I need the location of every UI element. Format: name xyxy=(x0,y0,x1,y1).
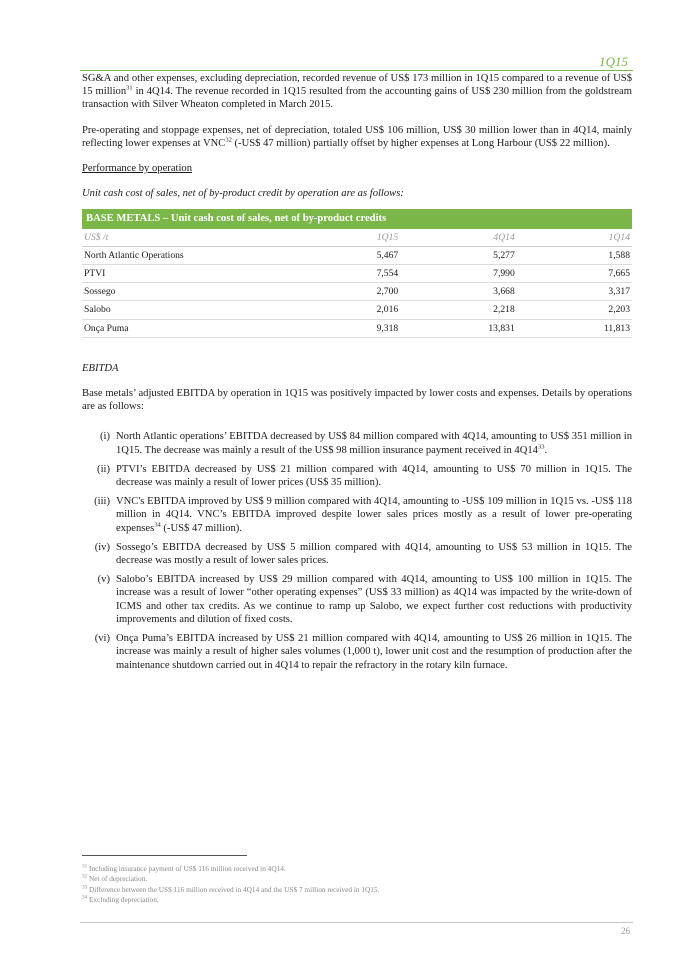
list-marker: (iii) xyxy=(94,496,110,508)
header-divider xyxy=(80,70,633,71)
list-item: (v) Salobo’s EBITDA increased by US$ 29 million compared with 4Q14, amounting to US$ 100 million in 1Q15. The increase was a result of lower “other operating expenses” (US$ 33 million) as 4Q14 was impacted by the write-down of ICMS and other tax credits. As we continue to ramp up Salobo, we expect further cost reductions with productivity improvements and dilution of fixed costs. xyxy=(82,573,632,626)
unit-cost-intro: Unit cash cost of sales, net of by-product credit by operation are as follows: xyxy=(82,188,404,200)
list-marker: (i) xyxy=(100,431,110,443)
cell-1q14: 1,588 xyxy=(517,246,632,264)
cell-4q14: 3,668 xyxy=(400,283,517,301)
cell-1q14: 11,813 xyxy=(517,319,632,337)
cell-4q14: 2,218 xyxy=(400,301,517,319)
list-item: (vi) Onça Puma’s EBITDA increased by US$ 21 million compared with 4Q14, amounting to US$ 26 million in 1Q15. The increase was mainly a result of higher sales volumes (1,000 t), lower unit cost and the resumption of production after the maintenance shutdown carried out in 4Q14 to repair the refractory in the rotary kiln furnace. xyxy=(82,632,632,672)
section-header: 1Q15 xyxy=(599,54,628,69)
footnote: $^{33}$ Difference between the US$ 116 million received in 4Q14 and the US$ 7 million received in 1Q15. xyxy=(82,884,380,894)
footer-divider xyxy=(80,922,633,923)
footnotes xyxy=(82,864,632,905)
cell-4q14: 13,831 xyxy=(400,319,517,337)
operation-name: Salobo xyxy=(82,301,302,319)
page-number: 26 xyxy=(621,926,630,936)
list-item: (i) North Atlantic operations’ EBITDA decreased by US$ 84 million compared with 4Q14, amounting to US$ 351 million in 1Q15. The decrease was mainly a result of the US$ 98 million insurance payment received in $4Q14^{33}$. xyxy=(82,430,632,456)
column-header: 4Q14 xyxy=(400,229,517,247)
operation-name: Sossego xyxy=(82,283,302,301)
cell-1q15: 9,318 xyxy=(302,319,400,337)
preoperating-paragraph: Pre-operating and stoppage expenses, net of depreciation, totaled US$ 106 million, US$ 30 million lower than in 4Q14, mainly reflecting lower expenses at VNC$^{32}$ (-US$ 47 million) partially offset by higher expenses at Long Harbour (US$ 22 million). xyxy=(82,124,632,149)
unit-cost-table xyxy=(82,209,632,337)
operation-name: Onça Puma xyxy=(82,319,302,337)
footnote-ref: 32 xyxy=(225,136,232,144)
operation-name: North Atlantic Operations xyxy=(82,246,302,264)
cell-1q15: 2,016 xyxy=(302,301,400,319)
list-marker: (v) xyxy=(97,574,110,586)
list-item: (ii) PTVI’s EBITDA decreased by US$ 21 million compared with 4Q14, amounting to US$ 70 million in 1Q15. The decrease was mainly a result of lower prices (US$ 35 million). xyxy=(82,463,632,489)
list-marker: (vi) xyxy=(94,633,110,645)
sga-paragraph: SG&A and other expenses, excluding depreciation, recorded revenue of US$ 173 million in 1Q15 compared to a revenue of US$ 15 million$^{31}$ in 4Q14. The revenue recorded in 1Q15 resulted from the accounting gains of US$ 230 million from the goldstream transaction with Silver Wheaton completed in March 2015. xyxy=(82,73,632,111)
cell-1q15: 7,554 xyxy=(302,265,400,283)
performance-heading: Performance by operation xyxy=(82,163,193,175)
footnote: $^{32}$ Net of depreciation. xyxy=(82,873,148,884)
footnote-ref: 31 xyxy=(126,84,133,92)
footnote-ref: 34 xyxy=(154,521,161,529)
footnote-ref: 33 xyxy=(537,443,545,451)
table-row xyxy=(82,265,632,283)
page-body xyxy=(82,72,632,678)
footnote-divider xyxy=(82,855,247,856)
list-marker: (iv) xyxy=(94,541,110,553)
cell-1q15: 2,700 xyxy=(302,283,400,301)
column-header: US$ /t xyxy=(82,229,302,247)
cell-1q14: 7,665 xyxy=(517,265,632,283)
column-header: 1Q14 xyxy=(517,229,632,247)
ebitda-heading: EBITDA xyxy=(82,362,119,374)
table-row xyxy=(82,319,632,337)
list-item: (iii) VNC's EBITDA improved by US$ 9 million compared with 4Q14, amounting to -US$ 109 million in 1Q15 vs. -US$ 118 million in 4Q14. VNC’s EBITDA improved despite lower sales prices mostly as a result of lower pre-operating expenses$^{34}$ (-US$ 47 million). xyxy=(82,495,632,535)
footnote: $^{31}$ Including insurance payment of US$ 116 million received in 4Q14. xyxy=(82,863,286,873)
table-header-row xyxy=(82,229,632,247)
table-row xyxy=(82,301,632,319)
cell-4q14: 7,990 xyxy=(400,265,517,283)
cell-1q14: 2,203 xyxy=(517,301,632,319)
ebitda-intro: Base metals’ adjusted EBITDA by operation in 1Q15 was positively impacted by lower costs and expenses. Details by operations are as follows: xyxy=(82,388,632,413)
list-marker: (ii) xyxy=(97,463,110,475)
operation-name: PTVI xyxy=(82,265,302,283)
ebitda-list xyxy=(82,430,632,671)
table-title: BASE METALS – Unit cash cost of sales, net of by-product credits xyxy=(82,209,632,228)
cell-1q15: 5,467 xyxy=(302,246,400,264)
list-item: (iv) Sossego’s EBITDA decreased by US$ 5 million compared with 4Q14, amounting to US$ 53 million in 1Q15. The decrease was mostly a result of lower sales prices. xyxy=(82,541,632,567)
cell-4q14: 5,277 xyxy=(400,246,517,264)
table-row xyxy=(82,246,632,264)
cell-1q14: 3,317 xyxy=(517,283,632,301)
footnote: $^{34}$ Excluding depreciation. xyxy=(82,894,159,904)
table-row xyxy=(82,283,632,301)
column-header: 1Q15 xyxy=(302,229,400,247)
